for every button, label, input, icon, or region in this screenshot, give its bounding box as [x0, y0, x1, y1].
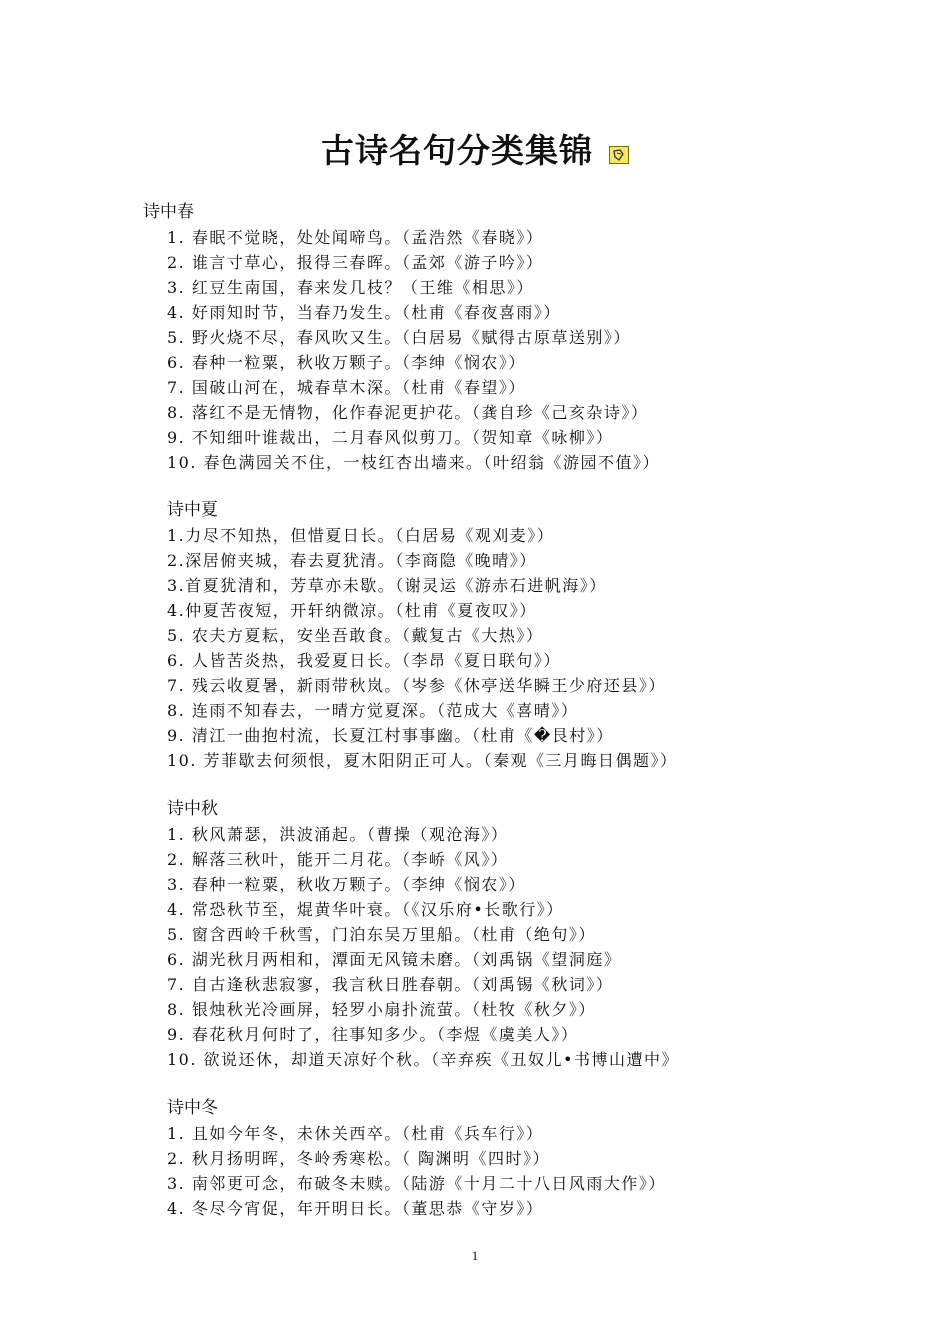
section-heading: 诗中夏 [167, 500, 218, 520]
page-title-text: 古诗名句分类集锦 [321, 131, 593, 170]
poem-list [167, 523, 678, 773]
section-heading: 诗中冬 [167, 1098, 218, 1118]
section-heading: 诗中秋 [167, 799, 218, 819]
list-item: 1. 秋风萧瑟，洪波涌起。（曹操（观沧海》） [167, 825, 509, 844]
list-item: 7. 国破山河在，城春草木深。（杜甫《春望》） [167, 378, 526, 397]
list-item: 7. 残云收夏暑，新雨带秋岚。（岑参《休亭送华瞬王少府还县》） [167, 676, 666, 695]
list-item: 1.力尽不知热，但惜夏日长。（白居易《观刈麦》） [167, 526, 555, 545]
page-title [0, 128, 950, 174]
list-item: 8. 银烛秋光冷画屏，轻罗小扇扑流萤。（杜牧《秋夕》） [167, 1000, 596, 1019]
poem-list [167, 225, 660, 475]
poem-list [167, 1121, 666, 1221]
section-heading: 诗中春 [143, 202, 194, 222]
page-number: 1 [471, 1248, 479, 1263]
list-item: 3.首夏犹清和，芳草亦未歇。（谢灵运《游赤石进帆海》） [167, 576, 607, 595]
list-item: 8. 连雨不知春去，一晴方觉夏深。（范成大《喜晴》） [167, 701, 579, 720]
list-item: 5. 窗含西岭千秋雪，门泊东吴万里船。（杜甫（绝句》） [167, 925, 596, 944]
list-item: 3. 春种一粒粟，秋收万颗子。（李绅《悯农》） [167, 875, 526, 894]
list-item: 9. 不知细叶谁裁出，二月春风似剪刀。（贺知章《咏柳》） [167, 428, 614, 447]
list-item: 10. 春色满园关不住，一枝红杏出墙来。（叶绍翁《游园不值》） [167, 453, 661, 472]
document-icon [609, 146, 629, 164]
list-item: 10. 欲说还休，却道天凉好个秋。（辛弃疾《丑奴儿•书博山遭中》 [167, 1050, 679, 1069]
list-item: 6. 人皆苦炎热，我爱夏日长。（李昂《夏日联句》） [167, 651, 561, 670]
list-item: 2. 谁言寸草心，报得三春晖。（孟郊《游子吟》） [167, 253, 544, 272]
list-item: 8. 落红不是无情物，化作春泥更护花。（龚自珍《己亥杂诗》） [167, 403, 649, 422]
list-item: 4. 好雨知时节，当春乃发生。（杜甫《春夜喜雨》） [167, 303, 561, 322]
list-item: 9. 清江一曲抱村流，长夏江村事事幽。（杜甫《�艮村》） [167, 726, 614, 745]
list-item: 5. 野火烧不尽，春风吹又生。（白居易《赋得古原草送别》） [167, 328, 631, 347]
list-item: 6. 春种一粒粟，秋收万颗子。（李绅《悯农》） [167, 353, 526, 372]
poem-list [167, 822, 679, 1072]
list-item: 6. 湖光秋月两相和，潭面无风镜未磨。（刘禹锅《望洞庭》 [167, 950, 622, 969]
list-item: 9. 春花秋月何时了，往事知多少。（李煜《虞美人》） [167, 1025, 579, 1044]
section-spring [143, 200, 660, 475]
section-autumn [167, 797, 679, 1072]
section-winter [167, 1096, 666, 1221]
list-item: 4. 常恐秋节至，焜黄华叶衰。（《汉乐府•长歌行》） [167, 900, 564, 919]
list-item: 3. 红豆生南国，春来发几枝？（王维《相思》） [167, 278, 534, 297]
list-item: 1. 春眠不觉晓，处处闻啼鸟。（孟浩然《春晓》） [167, 228, 544, 247]
list-item: 1. 且如今年冬，未休关西卒。（杜甫《兵车行》） [167, 1124, 544, 1143]
list-item: 4.仲夏苦夜短，开轩纳微凉。（杜甫《夏夜叹》） [167, 601, 537, 620]
list-item: 5. 农夫方夏耘，安坐吾敢食。（戴复古《大热》） [167, 626, 544, 645]
section-summer [167, 498, 678, 773]
list-item: 7. 自古逢秋悲寂寥，我言秋日胜春朝。（刘禹锡《秋词》） [167, 975, 614, 994]
list-item: 2.深居俯夹城，春去夏犹清。（李商隐《晚晴》） [167, 551, 537, 570]
list-item: 10. 芳菲歇去何须恨，夏木阳阴正可人。（秦观《三月晦日偶题》） [167, 751, 678, 770]
list-item: 2. 秋月扬明晖，冬岭秀寒松。（ 陶渊明《四时》） [167, 1149, 550, 1168]
list-item: 2. 解落三秋叶，能开二月花。（李峤《风》） [167, 850, 509, 869]
list-item: 4. 冬尽今宵促，年开明日长。（董思恭《守岁》） [167, 1199, 544, 1218]
list-item: 3. 南邻更可念，布破冬未赎。（陆游《十月二十八日风雨大作》） [167, 1174, 666, 1193]
